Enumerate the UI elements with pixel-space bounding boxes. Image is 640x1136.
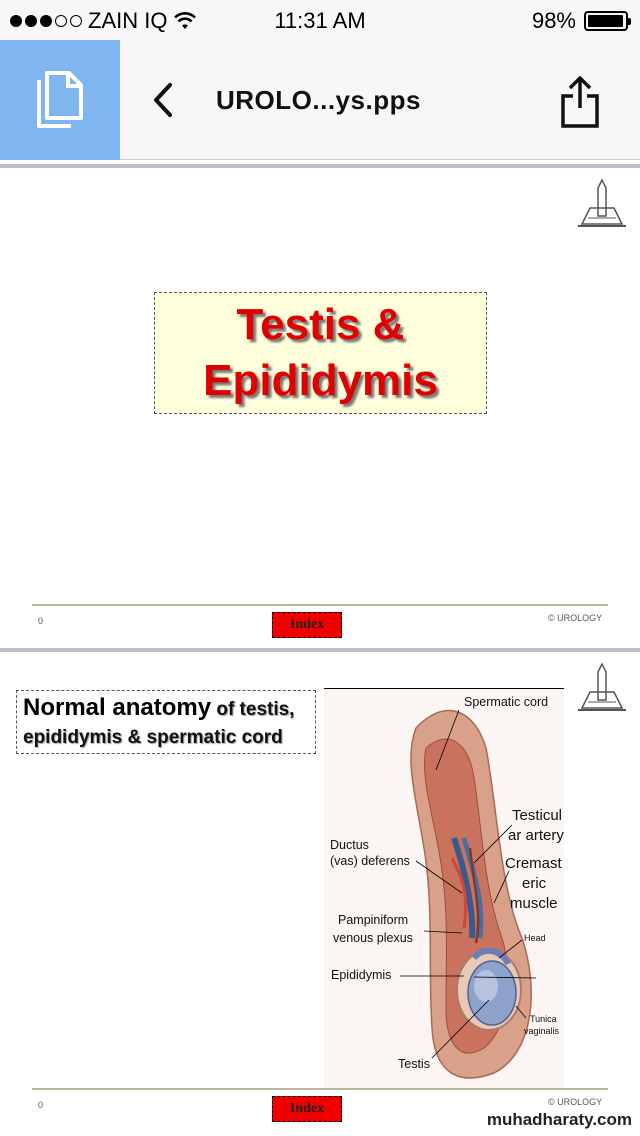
status-right	[532, 8, 628, 34]
slide-footer-line	[32, 604, 608, 606]
label-head: Head	[524, 933, 546, 943]
university-logo-icon	[576, 662, 628, 714]
index-button[interactable]: Index	[272, 612, 342, 638]
slide-heading-bold: Normal anatomy	[23, 694, 212, 721]
index-button[interactable]: Index	[272, 1096, 342, 1122]
top-toolbar	[0, 40, 640, 160]
label-ductus-2: (vas) deferens	[330, 854, 410, 868]
slide-footer-line	[32, 1088, 608, 1090]
documents-button[interactable]	[0, 40, 120, 160]
slide-heading-rest: of testis, epididymis & spermatic cord	[23, 699, 295, 748]
slide-heading-box	[16, 690, 316, 754]
label-pampiniform-2: venous plexus	[333, 931, 413, 945]
label-cremasteric-1: Cremast	[505, 855, 562, 872]
label-epididymis: Epididymis	[331, 968, 392, 982]
label-ductus-1: Ductus	[330, 838, 369, 852]
anatomy-figure	[324, 688, 564, 1088]
slide-title-box	[154, 292, 487, 414]
battery-icon	[584, 11, 628, 31]
chevron-left-icon	[151, 82, 175, 118]
label-pampiniform-1: Pampiniform	[338, 913, 409, 927]
documents-icon	[35, 70, 85, 130]
label-spermatic-cord: Spermatic cord	[464, 695, 549, 709]
label-testis: Testis	[398, 1057, 430, 1071]
label-cremasteric-2: eric	[522, 875, 547, 892]
slide-copyright: © UROLOGY	[548, 1097, 603, 1107]
share-button[interactable]	[556, 76, 604, 128]
share-icon	[556, 76, 604, 128]
label-testicular-artery-2: ar artery	[508, 827, 564, 844]
label-cremasteric-3: muscle	[510, 895, 558, 912]
label-testicular-artery-1: Testicul	[512, 807, 563, 824]
slide-page-number: 0	[38, 616, 44, 626]
slide-page-number: 0	[38, 1100, 44, 1110]
clock: 11:31 AM	[274, 8, 366, 33]
slide-title-line-1: Testis &	[236, 300, 405, 349]
back-button[interactable]	[145, 80, 181, 120]
battery-percent: 98%	[531, 8, 576, 33]
label-tunica-2: vaginalis	[524, 1026, 560, 1036]
slide-copyright: © UROLOGY	[548, 613, 603, 623]
status-bar	[0, 0, 640, 40]
watermark: muhadharaty.com	[486, 1110, 632, 1129]
document-title: UROLO...ys.pps	[216, 85, 421, 115]
carrier-name: ZAIN IQ	[88, 8, 168, 33]
slide-title-line-2: Epididymis	[203, 356, 438, 405]
label-tunica-1: Tunica	[530, 1014, 557, 1024]
university-logo-icon	[576, 178, 628, 230]
